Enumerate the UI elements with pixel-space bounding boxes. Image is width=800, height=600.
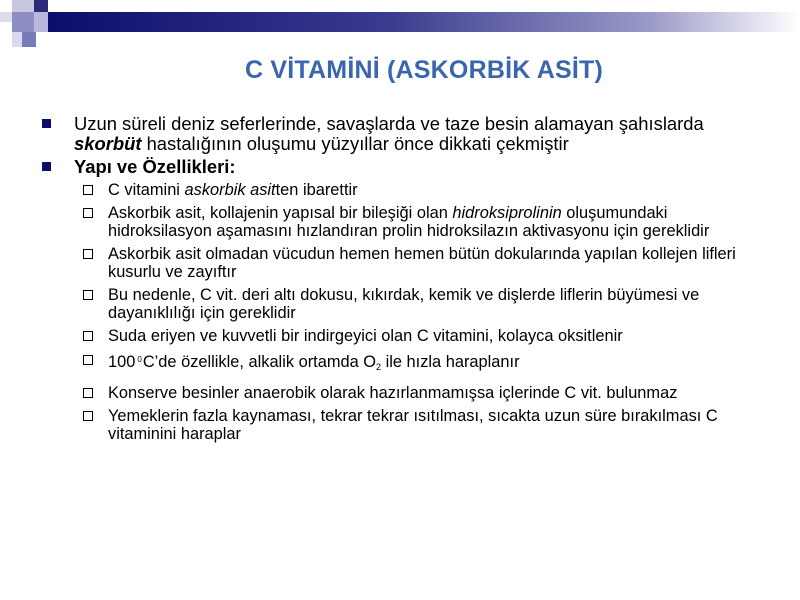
hollow-square-bullet-icon — [83, 355, 93, 365]
sub-bullet-item: Yemeklerin fazla kaynaması, tekrar tekrar ısıtılması, sıcakta uzun süre bırakılması C vitaminini haraplar — [38, 407, 768, 443]
hollow-square-bullet-icon — [83, 331, 93, 341]
hollow-square-bullet-icon — [83, 388, 93, 398]
hollow-square-bullet-icon — [83, 208, 93, 218]
header-gradient-bar — [48, 12, 800, 32]
sub-bullet-item: Askorbik asit olmadan vücudun hemen hemen bütün dokularında yapılan kollejen lifleri kusurlu ve zayıftır — [38, 245, 768, 281]
sub-bullet-item: Konserve besinler anaerobik olarak hazırlanmamışsa içlerinde C vit. bulunmaz — [38, 384, 768, 402]
deco-square-1 — [12, 0, 34, 12]
deco-square-2 — [34, 0, 48, 12]
hollow-square-bullet-icon — [83, 249, 93, 259]
square-bullet-icon — [42, 119, 51, 128]
sub-bullet-item: Suda eriyen ve kuvvetli bir indirgeyici olan C vitamini, kolayca oksitlenir — [38, 327, 768, 345]
sub-bullet-item: Bu nedenle, C vit. deri altı dokusu, kıkırdak, kemik ve dişlerde liflerin büyümesi ve dayanıklılığı için gereklidir — [38, 286, 768, 322]
deco-square-4 — [12, 12, 34, 32]
hollow-square-bullet-icon — [83, 411, 93, 421]
deco-square-5 — [34, 12, 48, 32]
sub-bullet-item: 100 $^0$C’de özellikle, alkalik ortamda $O_2$ ile hızla haraplanır — [38, 351, 768, 376]
deco-square-7 — [22, 32, 36, 47]
bullet-item: Yapı ve Özellikleri: — [38, 157, 768, 177]
hollow-square-bullet-icon — [83, 290, 93, 300]
page-title: C VİTAMİNİ (ASKORBİK ASİT) — [245, 56, 603, 84]
sub-bullet-item: Askorbik asit, kollajenin yapısal bir bileşiği olan hidroksiprolinin oluşumundaki hidroksilasyon aşamasını hızlandıran prolin hidroksilazın aktivasyonu için gereklidir — [38, 204, 768, 240]
slide-content — [38, 114, 768, 443]
hollow-square-bullet-icon — [83, 185, 93, 195]
bullet-item: Uzun süreli deniz seferlerinde, savaşlarda ve taze besin alamayan şahıslarda skorbüt hastalığının oluşumu yüzyıllar önce dikkati çekmiştir — [38, 114, 768, 154]
square-bullet-icon — [42, 162, 51, 171]
deco-square-3 — [0, 12, 12, 22]
sub-bullet-item: C vitamini askorbik asitten ibarettir — [38, 181, 768, 199]
